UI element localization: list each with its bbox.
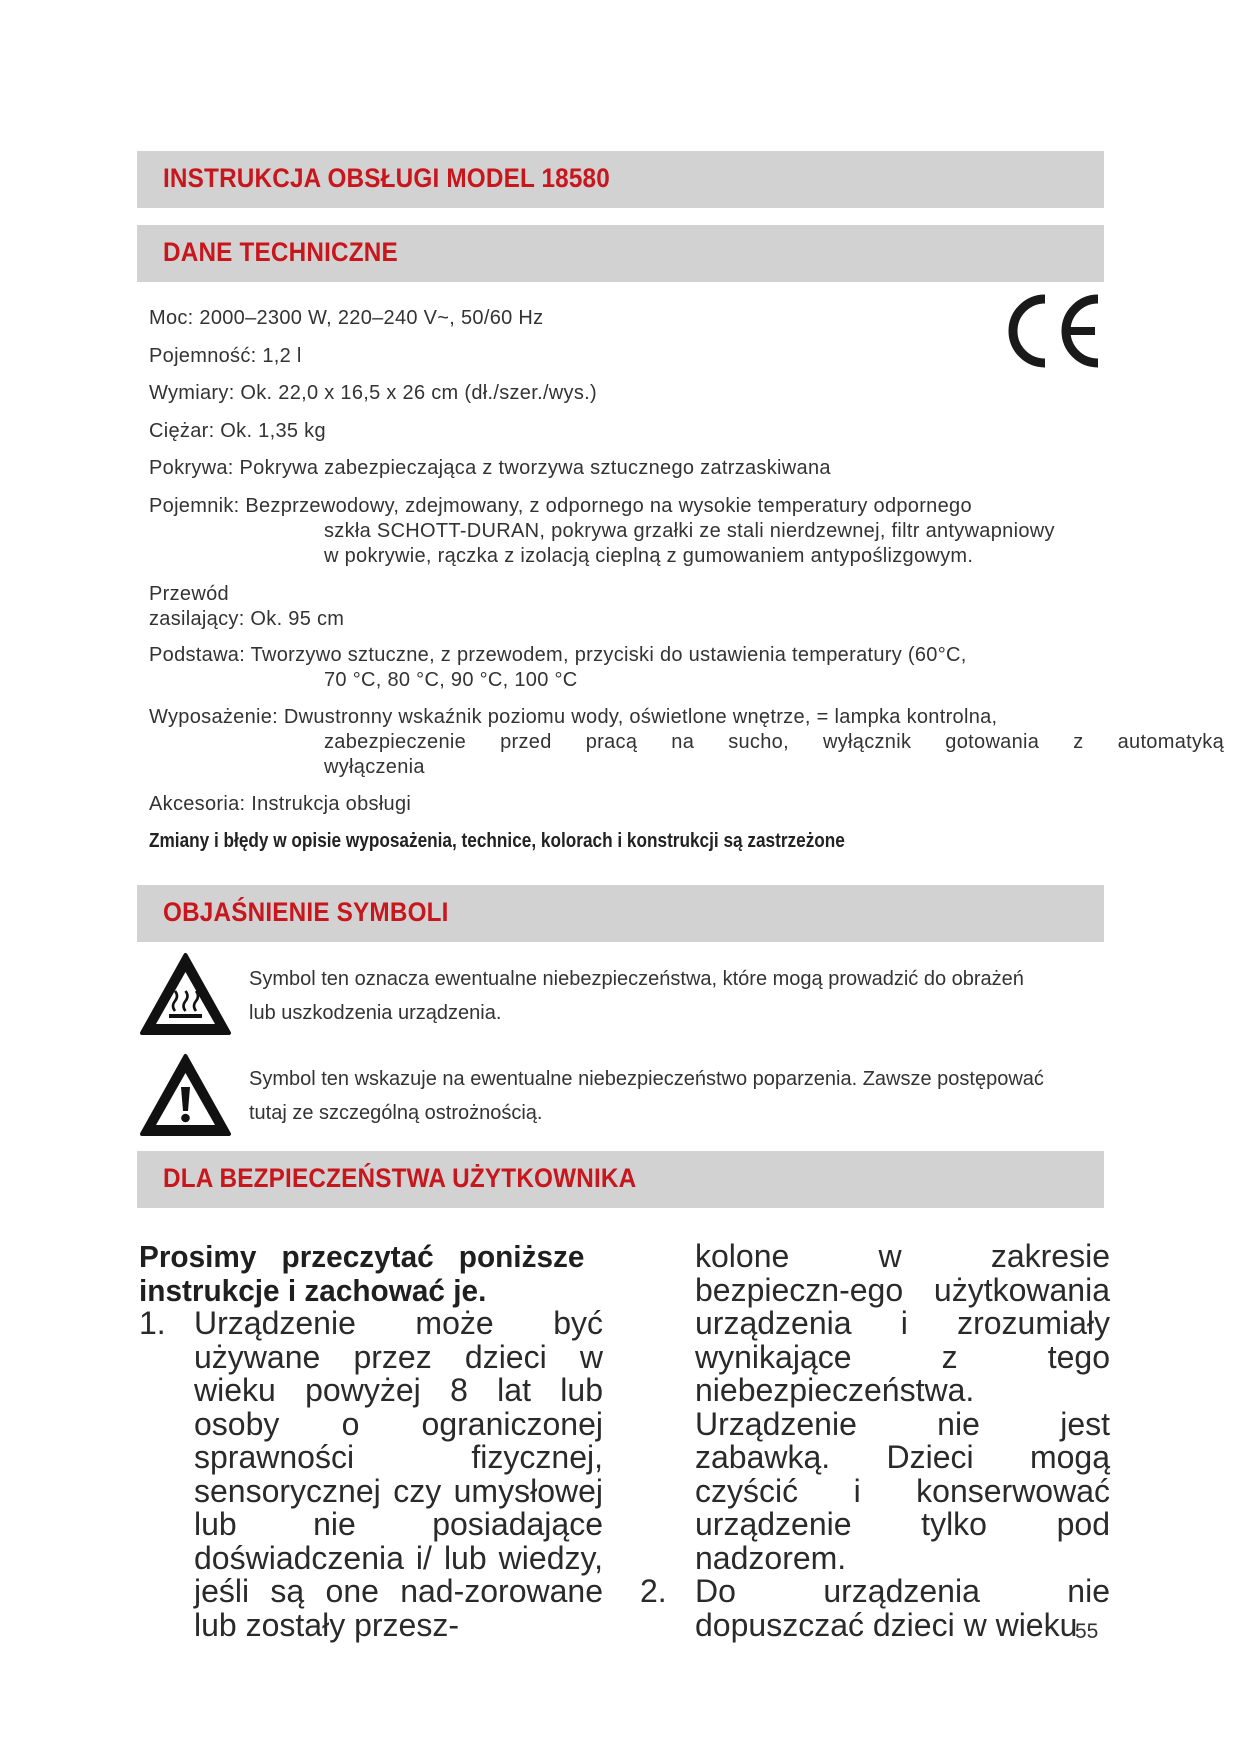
symbol-description-exclamation bbox=[249, 1062, 1109, 1130]
section-header-symbols bbox=[137, 885, 1104, 942]
symbol-description-exclamation-line-2: tutaj ze szczególną ostrożnością. bbox=[249, 1102, 543, 1124]
disclaimer-note: Zmiany i błędy w opisie wyposażenia, technice, kolorach i konstrukcji są zastrzeżone bbox=[149, 830, 845, 852]
spec-weight: Ciężar: Ok. 1,35 kg bbox=[149, 420, 326, 442]
safety-intro: Prosimy przeczytać poniższe instrukcje i zachować je. bbox=[139, 1239, 585, 1308]
spec-lid: Pokrywa: Pokrywa zabezpieczająca z tworzywa sztucznego zatrzaskiwana bbox=[149, 457, 831, 479]
spec-container-line-2: szkła SCHOTT-DURAN, pokrywa grzałki ze stali nierdzewnej, filtr antywapniowy bbox=[324, 520, 1055, 542]
spec-equipment-line-3: wyłączenia bbox=[324, 756, 425, 778]
page-title: INSTRUKCJA OBSŁUGI MODEL 18580 bbox=[163, 163, 610, 193]
safety-item-2-number: 2. bbox=[640, 1573, 667, 1609]
spec-base bbox=[149, 643, 967, 693]
symbol-description-hot bbox=[249, 962, 1109, 1030]
symbol-description-hot-line-1: Symbol ten oznacza ewentualne niebezpieczeństwa, które mogą prowadzić do obrażeń bbox=[249, 968, 1024, 990]
safety-item-1 bbox=[139, 1307, 603, 1642]
ce-mark-icon bbox=[1005, 290, 1105, 372]
spec-container-line-1: Pojemnik: Bezprzewodowy, zdejmowany, z odpornego na wysokie temperatury odpornego bbox=[149, 495, 972, 517]
spec-base-line-1: Podstawa: Tworzywo sztuczne, z przewodem, przyciski do ustawienia temperatury (60°C, bbox=[149, 644, 967, 666]
safety-column-right bbox=[640, 1240, 1110, 1642]
hot-surface-warning-icon bbox=[139, 952, 232, 1037]
spec-container bbox=[149, 494, 1055, 569]
spec-container-line-3: w pokrywie, rączka z izolacją cieplną z gumowaniem antypoślizgowym. bbox=[324, 545, 974, 567]
spec-equipment-line-1: Wyposażenie: Dwustronny wskaźnik poziomu wody, oświetlone wnętrze, = lampka kontrolna, bbox=[149, 706, 998, 728]
section-header-technical bbox=[137, 225, 1104, 282]
spec-cable bbox=[149, 582, 344, 632]
safety-item-1-text: Urządzenie może być używane przez dzieci w wieku powyżej 8 lat lub osoby o ograniczonej sprawności fizycznej, sensorycznej czy umysłowej lub nie posiadające doświadczenia i/ lub wiedzy, jeśli są one nad-zorowane lub zostały przesz- bbox=[194, 1305, 603, 1643]
safety-item-2 bbox=[640, 1575, 1110, 1642]
spec-accessories: Akcesoria: Instrukcja obsługi bbox=[149, 793, 412, 815]
spec-equipment-line-2: zabezpieczenie przed pracą na sucho, wyłącznik gotowania z automatyką bbox=[324, 731, 1224, 753]
spec-power: Moc: 2000–2300 W, 220–240 V~, 50/60 Hz bbox=[149, 307, 544, 329]
title-bar bbox=[137, 151, 1104, 208]
page-number: 55 bbox=[1075, 1620, 1099, 1643]
spec-cable-line-2: zasilający: Ok. 95 cm bbox=[149, 608, 345, 630]
safety-item-1-number: 1. bbox=[139, 1305, 166, 1341]
spec-base-line-2: 70 °C, 80 °C, 90 °C, 100 °C bbox=[324, 669, 578, 691]
spec-dimensions: Wymiary: Ok. 22,0 x 16,5 x 26 cm (dł./szer./wys.) bbox=[149, 382, 597, 404]
safety-item-2-text: Do urządzenia nie dopuszczać dzieci w wieku bbox=[695, 1573, 1110, 1643]
section-title-technical: DANE TECHNICZNE bbox=[163, 237, 398, 267]
symbol-description-exclamation-line-1: Symbol ten wskazuje na ewentualne niebezpieczeństwo poparzenia. Zawsze postępować bbox=[249, 1068, 1044, 1090]
exclamation-warning-icon bbox=[139, 1053, 232, 1138]
symbol-description-hot-line-2: lub uszkodzenia urządzenia. bbox=[249, 1002, 502, 1024]
spec-cable-line-1: Przewód bbox=[149, 583, 229, 605]
section-title-symbols: OBJAŚNIENIE SYMBOLI bbox=[163, 897, 449, 927]
section-title-safety: DLA BEZPIECZEŃSTWA UŻYTKOWNIKA bbox=[163, 1163, 637, 1193]
spec-equipment bbox=[149, 705, 1224, 780]
safety-item-1-continued: kolone w zakresie bezpieczn-ego użytkowania urządzenia i zrozumiały wynikające z tego niebezpieczeństwa. Urządzenie nie jest zabawką. Dzieci mogą czyścić i konserwować urządzenie tylko pod nadzorem. bbox=[695, 1238, 1110, 1576]
safety-column-left bbox=[139, 1240, 603, 1642]
spec-capacity: Pojemność: 1,2 l bbox=[149, 345, 302, 367]
section-header-safety bbox=[137, 1151, 1104, 1208]
